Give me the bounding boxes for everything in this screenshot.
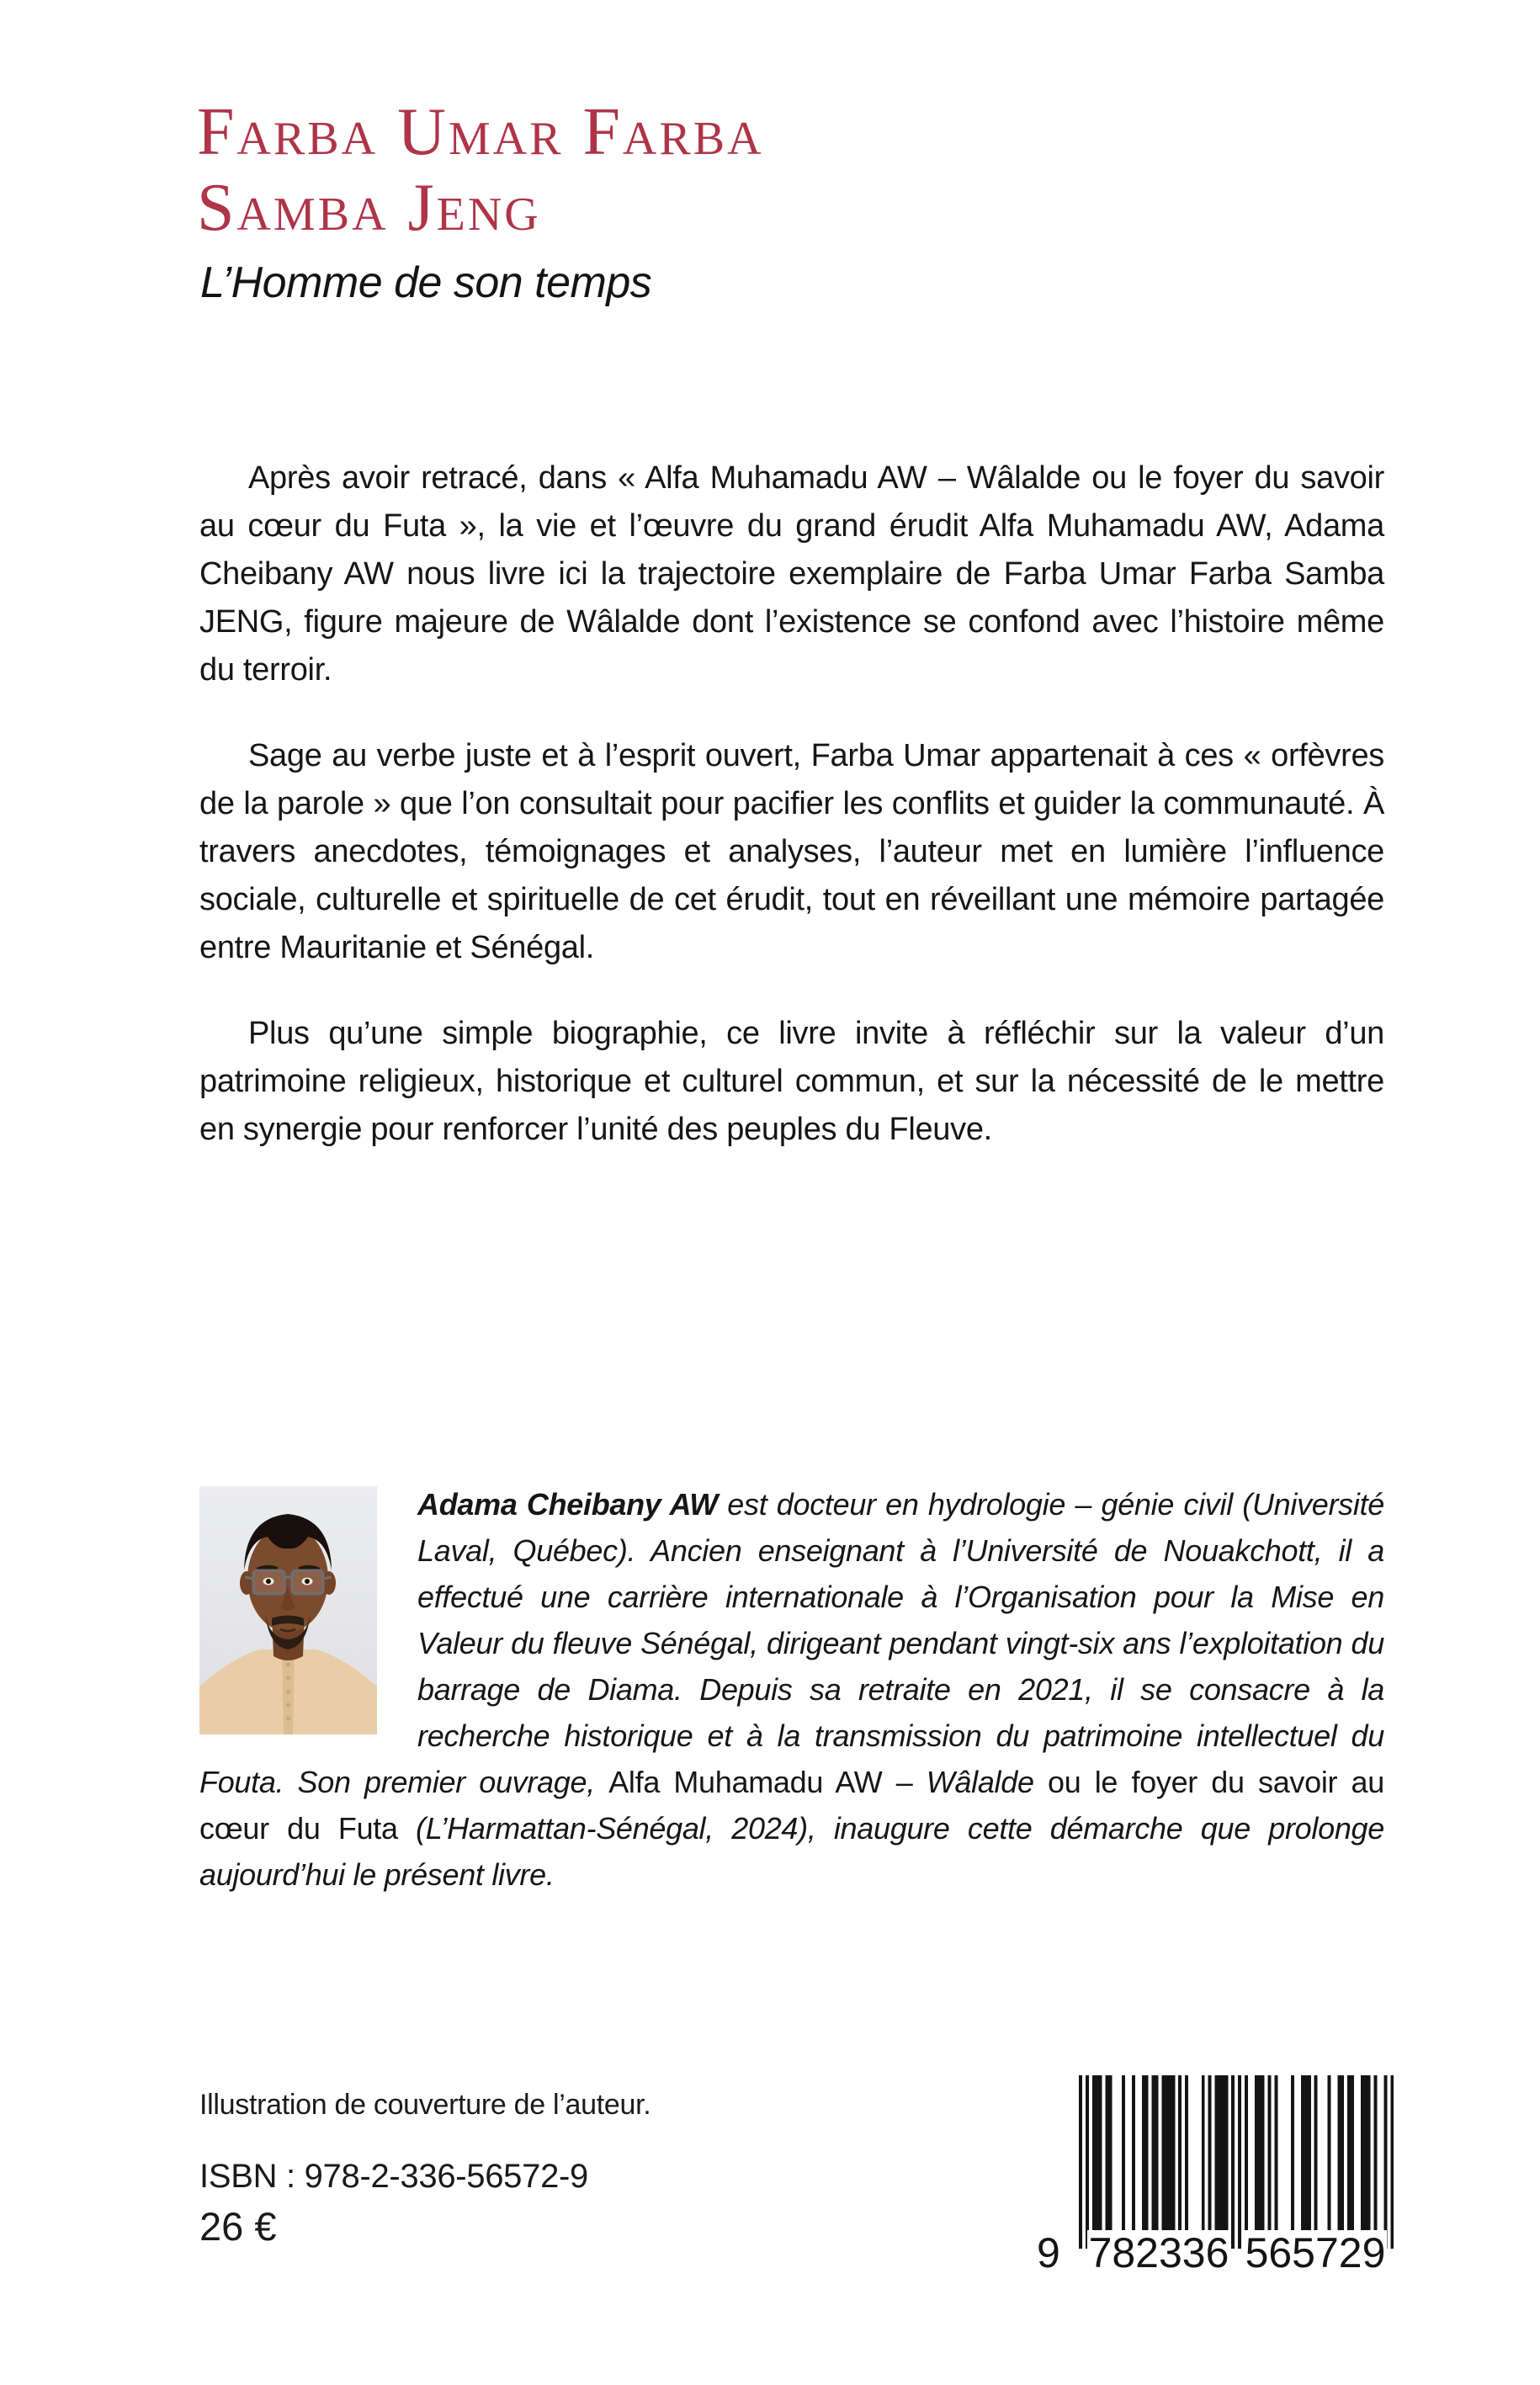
book-title-line1: Farba Umar Farba [197, 95, 764, 169]
book-title-line2: Samba Jeng [197, 171, 541, 245]
synopsis-paragraph-2: Sage au verbe juste et à l’esprit ouvert, Farba Umar appartenait à ces « orfèvres de la parole » que l’on consultait pour pacifier les conflits et guider la communauté. À travers anecdotes, témoignages et analyses, l’auteur met en lumière l’influence sociale, culturelle et spirituelle de cet érudit, tout en réveillant une mémoire partagée entre Mauritanie et Sénégal. [199, 738, 1384, 965]
illustration-credit: Illustration de couverture de l’auteur. [199, 2089, 651, 2121]
barcode-bars [1079, 2075, 1394, 2253]
price: 26 € [199, 2204, 277, 2249]
bio-segment: Adama Cheibany AW [417, 1487, 718, 1522]
barcode-digits-left: 782336 [1088, 2229, 1229, 2276]
synopsis-paragraph-1: Après avoir retracé, dans « Alfa Muhamadu AW – Wâlalde ou le foyer du savoir au cœur du Futa », la vie et l’œuvre du grand érudit Alfa Muhamadu AW, Adama Cheibany AW nous livre ici la trajectoire exemplaire de Farba Umar Farba Samba JENG, figure majeure de Wâlalde dont l’existence se confond avec l’histoire même du terroir. [199, 460, 1384, 688]
author-photo [199, 1486, 377, 1734]
author-photo-image [199, 1486, 377, 1734]
synopsis [199, 454, 1384, 1154]
isbn-label: ISBN : 978-2-336-56572-9 [199, 2158, 588, 2195]
bio-segment: est docteur en hydrologie – génie civil (Université Laval, Québec). Ancien enseignant à l’Université de Nouakchott, il a effectué une carrière internationale à l’Organisation pour la Mise en Valeur du fleuve Sénégal, dirigeant pendant vingt-six ans l’exploitation du barrage de Diama. Depuis sa retraite en 2021, il se consacre à la recherche historique et à la transmission du patrimoine intellectuel du Fouta. Son premier ouvrage, [199, 1487, 1384, 1799]
barcode-digits-right: 565729 [1245, 2229, 1386, 2276]
bio-segment: Wâlalde [926, 1765, 1034, 1799]
bio-segment: ou le foyer du savoir au cœur du Futa [199, 1765, 1384, 1846]
synopsis-paragraph-3: Plus qu’une simple biographie, ce livre invite à réfléchir sur la valeur d’un patrimoine religieux, historique et culturel commun, et sur la nécessité de le mettre en synergie pour renforcer l’unité des peuples du Fleuve. [199, 1016, 1384, 1147]
book-title [197, 94, 764, 246]
ean13-barcode [1037, 2075, 1395, 2282]
barcode-digit-first: 9 [1037, 2229, 1060, 2276]
bio-segment: Alfa Muhamadu AW – [608, 1765, 927, 1799]
author-bio [199, 1481, 1384, 1898]
author-bio-text [199, 1487, 1384, 1892]
bio-segment: (L’Harmattan-Sénégal, 2024), inaugure cette démarche que prolonge aujourd’hui le présent livre. [199, 1811, 1384, 1892]
book-subtitle: L’Homme de son temps [200, 258, 652, 307]
